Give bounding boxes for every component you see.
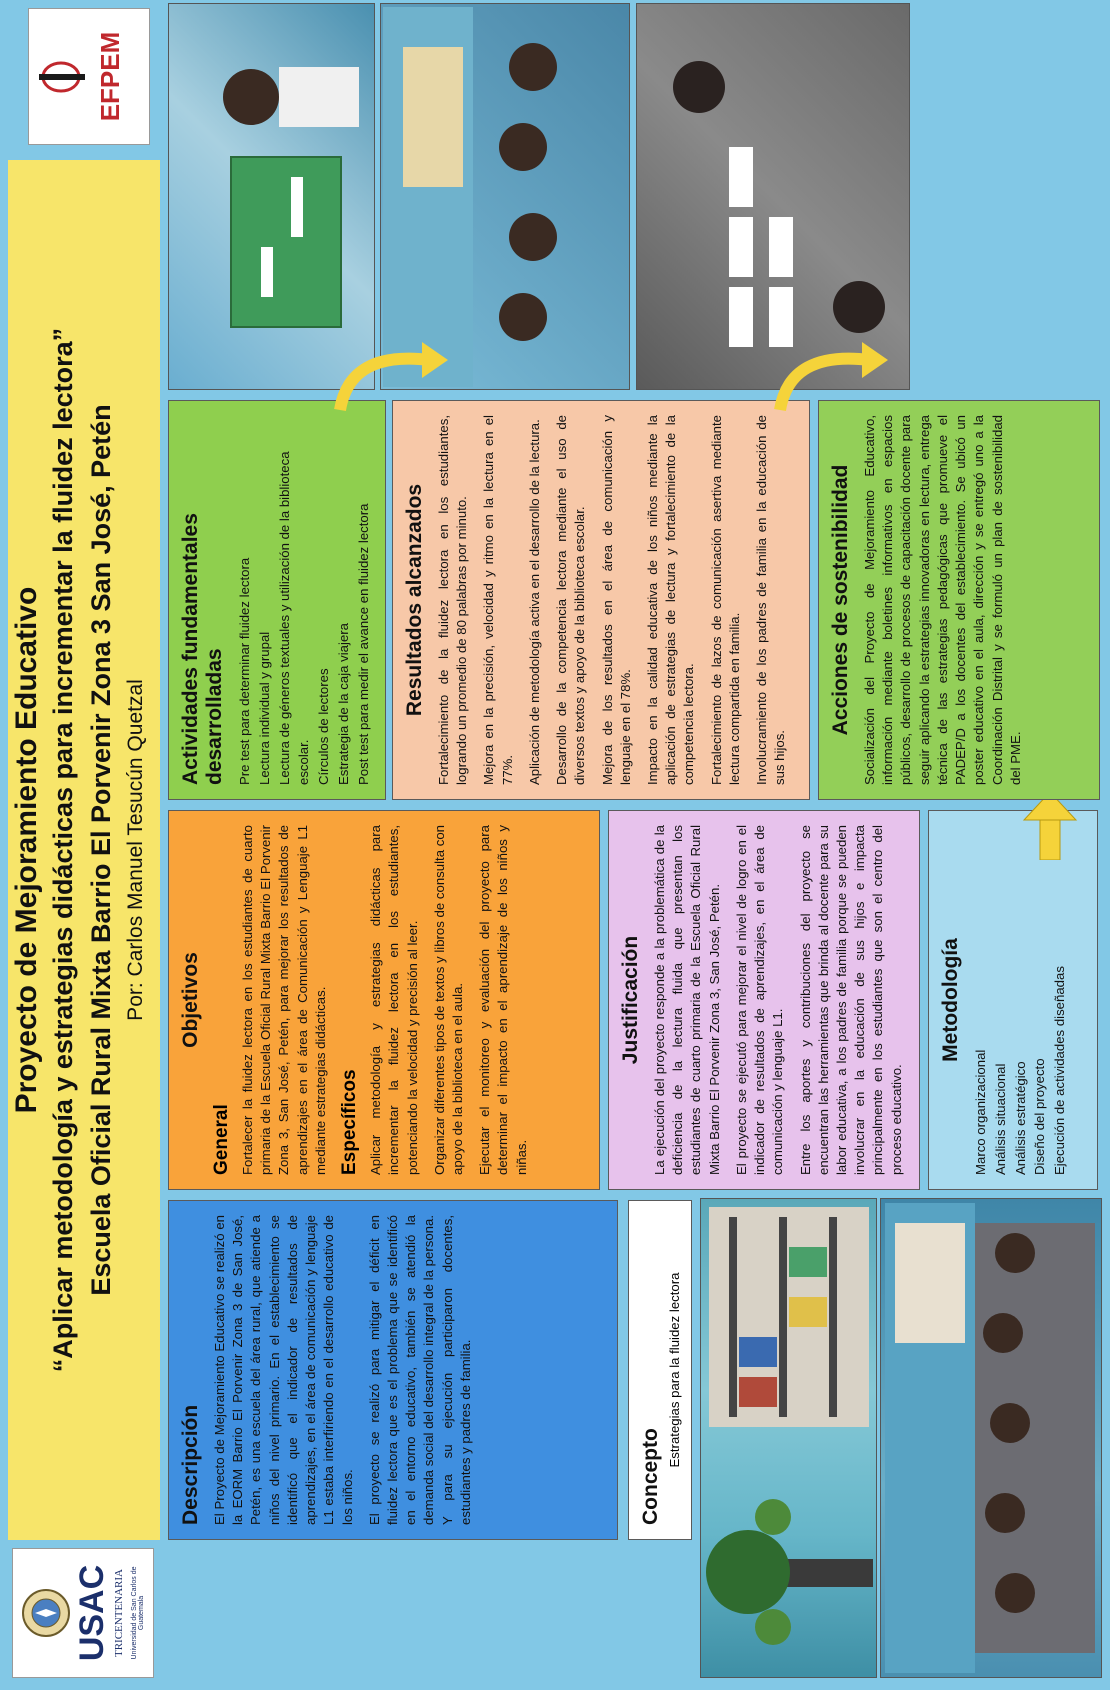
general-heading: General: [211, 1104, 232, 1175]
justificacion-heading: Justificación: [619, 935, 642, 1065]
sostenibilidad-heading: Acciones de sostenibilidad: [829, 464, 852, 736]
actividad-item: Lectura individual y grupal: [256, 631, 272, 785]
metodologia-section: [928, 810, 1098, 1190]
efpem-logo: [28, 8, 150, 145]
usac-logo: [12, 1548, 154, 1678]
usac-seal-icon: [21, 1588, 71, 1638]
actividad-item: Lectura de géneros textuales y utilización de la biblioteca escolar.: [276, 451, 312, 785]
specific-objective: Ejecutar el monitoreo y evaluación del proyecto para determinar el impacto en el aprendizaje de los niños y niñas.: [477, 825, 529, 1175]
students-group-icon: [885, 1203, 1095, 1673]
justificacion-section: [608, 810, 920, 1190]
sostenibilidad-text: Socialización del Proyecto de Mejoramiento Educativo, información mediante boletines informativos en espacios públicos, desarrollo de procesos de capacitación docente para seguir aplicando la estrategias innovadoras en lectura, entrega técnica de las estrategias pedagógicas que promueve el PADEP/D a los docentes del establecimiento. Se ubicó un poster educativo en el aula, dirección y se entregó uno a la Coordinación Distrital y se formuló un plan de sostenibilidad del PME.: [862, 415, 1023, 785]
actividades-heading: Actividades fundamentales desarrolladas: [179, 513, 226, 785]
objetivos-section: [168, 810, 600, 1190]
general-objective: Fortalecer la fluidez lectora en los estudiantes de cuarto primaria de la Escuela Oficial Rural Mixta Barrio El Porvenir Zona 3, San José, Petén, para mejorar los resultados de aprendizajes en el área de Comunicación y Lenguaje L1 mediante estrategias didácticas.: [240, 825, 328, 1175]
metodologia-item: Análisis estratégico: [1012, 1061, 1028, 1175]
metodologia-item: Diseño del proyecto: [1032, 1058, 1048, 1175]
resultados-section: [392, 400, 810, 800]
resultado-item: Fortalecimiento de lazos de comunicación asertiva mediante lectura compartida en familia.: [708, 415, 742, 785]
descripcion-paragraph: El Proyecto de Mejoramiento Educativo se realizó en la EORM Barrio El Porvenir Zona 3 de San José, Petén, es una escuela del área rural, que atiende a niños del nivel primario. En el establecimiento se identificó que el indicador de resultados de aprendizajes, en el área de comunicación y lenguaje L1 estaba interfiriendo en el desarrollo educativo de los niños.: [212, 1215, 355, 1525]
efpem-emblem-icon: [37, 57, 89, 97]
efpem-logo-name: EFPEM: [95, 31, 125, 122]
descripcion-paragraph: El proyecto se realizó para mitigar el déficit en fluidez lectora que es el problema que se identificó en el entorno educativo, también se atendió la demanda social del desarrollo integral de la persona. Y para su ejecución participaron docentes, estudiantes y padres de familia.: [366, 1215, 473, 1525]
bookshelf-icon: [709, 1207, 869, 1427]
resultado-item: Aplicación de metodología activa en el desarrollo de la lectura.: [526, 419, 542, 785]
photo-student-reading-box: [168, 3, 375, 390]
photo-group-activity: [380, 3, 630, 390]
poster-title: Proyecto de Mejoramiento Educativo: [10, 586, 43, 1114]
actividad-item: Estrategia de la caja viajera: [335, 622, 351, 785]
descripcion-heading: Descripción: [179, 1404, 202, 1525]
especificos-heading: Específicos: [339, 1069, 361, 1175]
poster-author: Por: Carlos Manuel Tesucún Quetzal: [124, 679, 147, 1021]
actividad-item: Pre test para determinar fluidez lectora: [237, 557, 252, 785]
metodologia-heading: Metodología: [939, 938, 962, 1062]
specific-objective: Organizar diferentes tipos de textos y libros de consulta con apoyo de la biblioteca en el aula.: [431, 825, 465, 1175]
photo-word-cards: [636, 3, 910, 390]
metodologia-item: Análisis situacional: [992, 1063, 1008, 1175]
resultado-item: Impacto en la calidad educativa de los niños mediante la aplicación de estrategias de lectura y fortalecimiento de la competencia lectora.: [644, 415, 697, 785]
actividad-item: Post test para medir el avance en fluidez lectora: [355, 503, 371, 785]
concepto-section: [628, 1200, 692, 1540]
resultado-item: Involucramiento de los padres de familia en la educación de sus hijos.: [754, 415, 788, 785]
arrow-right-icon: [1020, 790, 1080, 860]
descripcion-section: [168, 1200, 618, 1540]
word-cards-icon: [639, 7, 904, 387]
resultado-item: Mejora en la precisión, velocidad y ritmo en la lectura en el 77%.: [481, 415, 515, 785]
sostenibilidad-section: [818, 400, 1100, 800]
tree-mural-icon: [703, 1467, 873, 1667]
resultado-item: Fortalecimiento de la fluidez lectora en los estudiantes, logrando un promedio de 80 palabras por minuto.: [436, 415, 470, 785]
usac-logo-sub: TRICENTENARIA: [113, 1569, 125, 1657]
resultado-item: Desarrollo de la competencia lectora mediante el uso de diversos textos y apoyo de la biblioteca escolar.: [554, 415, 588, 785]
specific-objective: Aplicar metodología y estrategias didácticas para incrementar la fluidez lectora en los estudiantes, potenciando la velocidad y precisión al leer.: [368, 825, 420, 1175]
metodologia-item: Marco organizacional: [973, 1049, 988, 1175]
photo-reading-tree: [700, 1198, 877, 1678]
justificacion-paragraph: La ejecución del proyecto responde a la problemática de la deficiencia de la lectura fluida que presentan los estudiantes de cuarto primaria de la Escuela Oficial Rural Mixta Barrio El Porvenir Zona 3, San José, Petén.: [652, 825, 722, 1175]
objetivos-heading: Objetivos: [179, 952, 202, 1048]
reading-box-icon: [171, 7, 371, 387]
photo-classroom-students: [880, 1198, 1102, 1678]
poster-subtitle: “Aplicar metodología y estrategias didácticas para incrementar la fluidez lectora”: [48, 327, 78, 1373]
resultado-item: Mejora de los resultados en el área de comunicación y lenguaje en el 78%.: [599, 415, 633, 785]
actividades-section: [168, 400, 386, 800]
concepto-heading: Concepto: [639, 1428, 662, 1525]
poster-school: Escuela Oficial Rural Mixta Barrio El Porvenir Zona 3 San José, Petén: [86, 404, 116, 1296]
justificacion-paragraph: Entre los aportes y contribuciones del proyecto se encuentran las herramientas que brinda al docente para su labor educativa, a los padres de familia porque se pueden involucrar en la educación de sus hijos e impacta principalmente en los estudiantes que son el centro del proceso educativo.: [797, 825, 904, 1175]
actividad-item: Círculos de lectores: [316, 668, 332, 785]
resultados-heading: Resultados alcanzados: [403, 483, 426, 717]
curved-arrow-icon: [330, 340, 450, 430]
metodologia-item: Ejecución de actividades diseñadas: [1052, 966, 1068, 1175]
concepto-text: Estrategias para la fluidez lectora: [667, 1272, 682, 1468]
usac-logo-tag: Universidad de San Carlos de Guatemala: [131, 1566, 145, 1660]
curved-arrow-icon: [770, 340, 890, 430]
usac-logo-name: USAC: [73, 1564, 111, 1662]
justificacion-paragraph: El proyecto se ejecutó para mejorar el nivel de logro en el indicador de resultados de aprendizajes, en el área de comunicación y lenguaje L1.: [733, 825, 786, 1175]
group-activity-icon: [383, 7, 623, 387]
